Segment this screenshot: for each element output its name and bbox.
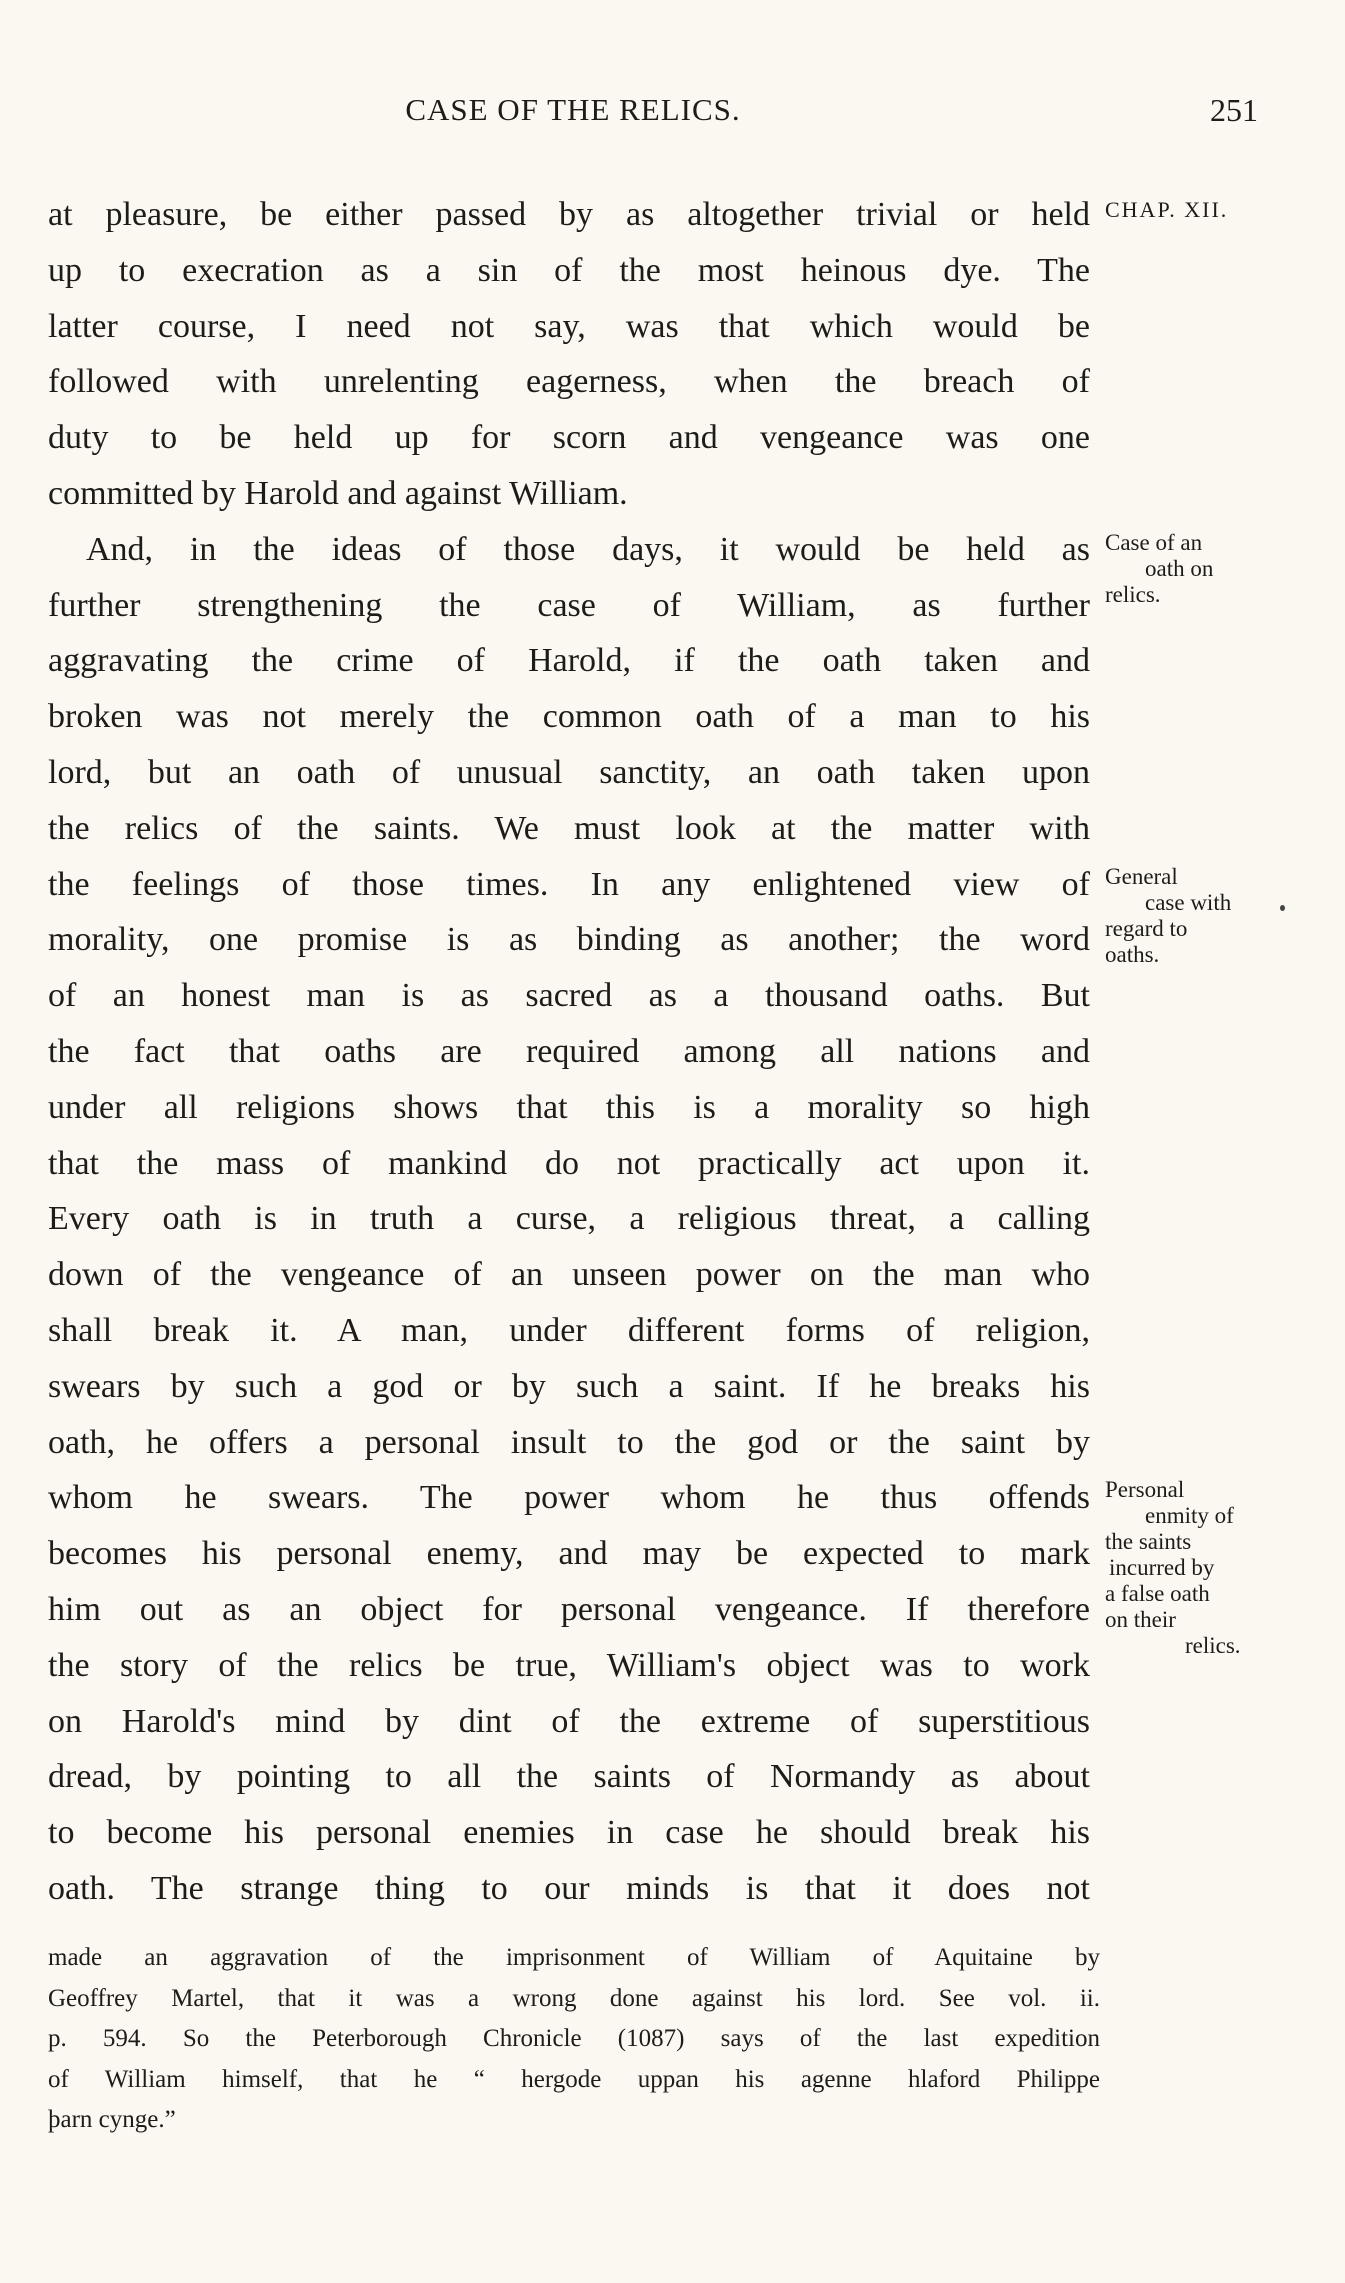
margin-note-line: oaths. — [1105, 942, 1160, 967]
body-line: on Harold's mind by dint of the extreme of superstitious — [48, 1702, 1090, 1740]
body-line: of an honest man is as sacred as a thousand oaths. But — [48, 977, 1090, 1015]
body-line: the relics of the saints. We must look at the matter with — [48, 809, 1090, 847]
body-line: Every oath is in truth a curse, a religious threat, a calling — [48, 1200, 1090, 1238]
body-line: whom he swears. The power whom he thus offends — [48, 1479, 1090, 1517]
body-line: oath, he offers a personal insult to the god or the saint by — [48, 1423, 1090, 1461]
body-line: committed by Harold and against William. — [48, 474, 628, 512]
body-line: at pleasure, be either passed by as altogether trivial or held — [48, 196, 1090, 233]
margin-note-line: a false oath — [1105, 1581, 1210, 1606]
body-line: swears by such a god or by such a saint. If he breaks his — [48, 1367, 1090, 1405]
footnote-line: made an aggravation of the imprisonment of William of Aquitaine by — [48, 1944, 1100, 1971]
body-line: him out as an object for personal vengeance. If therefore — [48, 1590, 1090, 1628]
body-line: latter course, I need not say, was that which would be — [48, 307, 1090, 345]
ink-speck — [1280, 905, 1285, 911]
margin-note-chapter — [1105, 197, 1255, 223]
margin-note-line: General — [1105, 864, 1178, 889]
body-line: up to execration as a sin of the most heinous dye. The — [48, 251, 1090, 289]
page-number: 251 — [1210, 92, 1258, 128]
page-header — [48, 92, 1258, 132]
body-line: duty to be held up for scorn and vengeance was one — [48, 419, 1090, 457]
body-line: the story of the relics be true, William's object was to work — [48, 1646, 1090, 1684]
body-line: morality, one promise is as binding as another; the word — [48, 921, 1090, 959]
margin-note-line: incurred by — [1109, 1555, 1215, 1580]
margin-note-line: Case of an — [1105, 530, 1203, 555]
margin-note-line: enmity of — [1145, 1503, 1234, 1528]
running-title: CASE OF THE RELICS. — [405, 92, 741, 127]
body-line: that the mass of mankind do not practically act upon it. — [48, 1144, 1090, 1182]
body-line: aggravating the crime of Harold, if the oath taken and — [48, 642, 1090, 680]
margin-note-line: Personal — [1105, 1477, 1185, 1502]
body-line: the fact that oaths are required among all nations and — [48, 1032, 1090, 1070]
body-line: shall break it. A man, under different forms of religion, — [48, 1311, 1090, 1349]
margin-note-line: the saints — [1105, 1529, 1192, 1554]
body-line: becomes his personal enemy, and may be expected to mark — [48, 1535, 1090, 1573]
body-line: further strengthening the case of William, as further — [48, 586, 1090, 624]
margin-note-line: relics. — [1105, 582, 1161, 607]
body-line: oath. The strange thing to our minds is that it does not — [48, 1869, 1090, 1907]
margin-note-line: CHAP. XII. — [1105, 197, 1229, 222]
footnote-line: of William himself, that he “ hergode uppan his agenne hlaford Philippe — [48, 2065, 1100, 2093]
body-line: the feelings of those times. In any enlightened view of — [48, 865, 1090, 903]
body-line: dread, by pointing to all the saints of Normandy as about — [48, 1758, 1090, 1796]
margin-note-general-case — [1105, 864, 1255, 968]
body-line: broken was not merely the common oath of a man to his — [48, 698, 1090, 736]
margin-note-line: on their — [1105, 1607, 1176, 1632]
body-line: under all religions shows that this is a morality so high — [48, 1088, 1090, 1126]
margin-note-line: regard to — [1105, 916, 1188, 941]
body-line: down of the vengeance of an unseen power on the man who — [48, 1256, 1090, 1294]
footnote-line: þarn cynge.” — [48, 2106, 176, 2133]
body-line: lord, but an oath of unusual sanctity, an oath taken upon — [48, 753, 1090, 791]
margin-note-relics-oath — [1105, 530, 1255, 608]
body-line: followed with unrelenting eagerness, when the breach of — [48, 363, 1090, 401]
margin-note-line: relics. — [1185, 1633, 1241, 1658]
footnote — [48, 1938, 1100, 2141]
margin-note-line: case with — [1145, 890, 1232, 915]
body-line: And, in the ideas of those days, it would be held as — [86, 530, 1090, 568]
footnote-line: Geoffrey Martel, that it was a wrong done against his lord. See vol. ii. — [48, 1984, 1100, 2012]
body-text — [48, 187, 1090, 1917]
margin-note-line: oath on — [1145, 556, 1214, 581]
footnote-line: p. 594. So the Peterborough Chronicle (1087) says of the last expedition — [48, 2025, 1100, 2052]
margin-note-personal-enmity — [1105, 1477, 1255, 1659]
body-line: to become his personal enemies in case he should break his — [48, 1814, 1090, 1852]
